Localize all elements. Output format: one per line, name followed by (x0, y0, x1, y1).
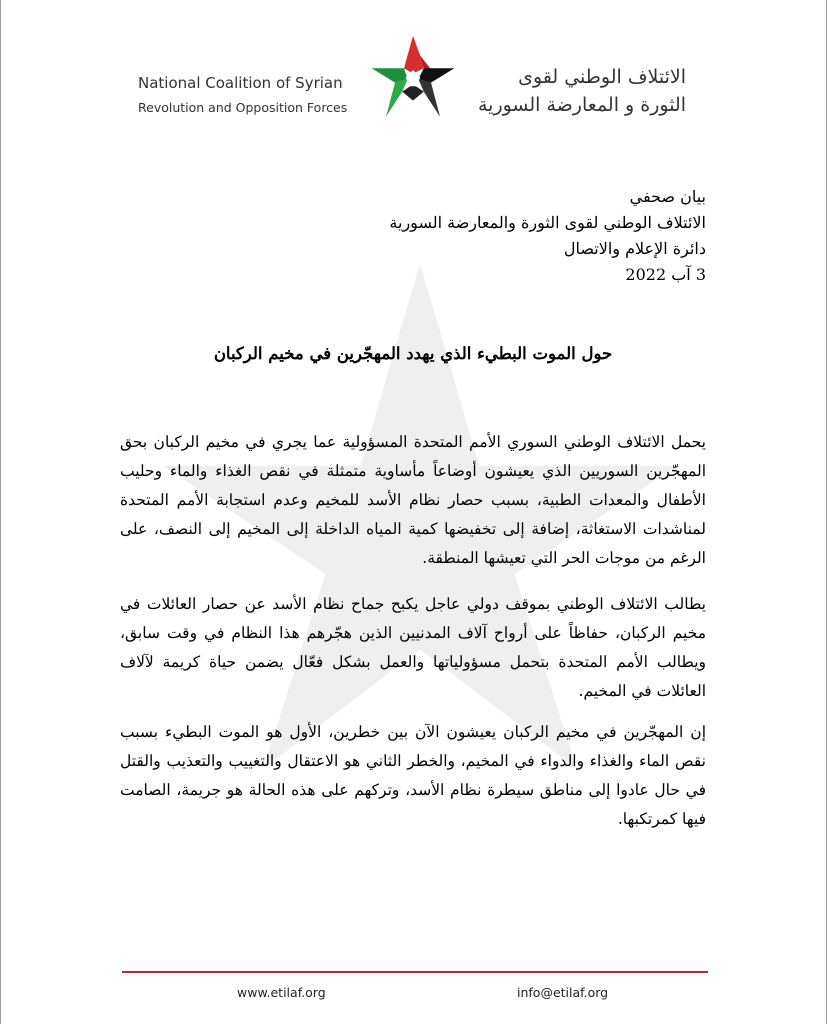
star-logo-icon (368, 34, 458, 124)
footer-email-link[interactable]: info@etilaf.org (517, 985, 609, 1000)
org-name-en-line1: National Coalition of Syrian (138, 74, 343, 92)
org-name-en-line2: Revolution and Opposition Forces (138, 100, 348, 115)
page-border-right (826, 0, 827, 1024)
paragraph-text: يحمل الائتلاف الوطني السوري الأمم المتحدة المسؤولية عما يجري في مخيم الركبان بحق المهجّرين السوريين الذي يعيشون أوضاعاً مأساوية متمثلة في نقص الغذاء والماء وحليب الأطفال والمعدات الطبية، بسبب حصار نظام الأسد للمخيم وعدم استجابة الأمم المتحدة لمناشدات الاستغاثة، إضافة إلى تخفيضها كمية المياه الداخلة إلى المخيم إلى النصف، على الرغم من موجات الحر التي تعيشها المنطقة. (120, 433, 706, 567)
org-name-ar-line1: الائتلاف الوطني لقوى (518, 66, 686, 88)
date: 3 آب 2022 (625, 265, 706, 284)
doc-type: بيان صحفي (629, 187, 706, 206)
issuer: الائتلاف الوطني لقوى الثورة والمعارضة السورية (389, 213, 706, 232)
letterhead (0, 0, 828, 140)
paragraph-1 (120, 428, 706, 573)
paragraph-3 (120, 718, 706, 834)
page-border-left (0, 0, 1, 1024)
footer-website-link[interactable]: www.etilaf.org (237, 985, 326, 1000)
paragraph-text: يطالب الائتلاف الوطني بموقف دولي عاجل يكبح جماح نظام الأسد عن حصار العائلات في مخيم الركبان، حفاظاً على أرواح آلاف المدنيين الذين هجّرهم هذا النظام في وقت سابق، ويطالب الأمم المتحدة بتحمل مسؤولياتها والعمل بشكل فعّال يضمن حياة كريمة لآلاف العائلات في المخيم. (120, 595, 706, 700)
paragraph-2 (120, 590, 706, 706)
department: دائرة الإعلام والاتصال (563, 239, 706, 258)
document-meta (389, 184, 706, 288)
footer-divider (122, 971, 708, 973)
org-name-ar-line2: الثورة و المعارضة السورية (477, 94, 686, 116)
document-title: حول الموت البطيء الذي يهدد المهجّرين في مخيم الركبان (213, 344, 613, 363)
paragraph-text: إن المهجّرين في مخيم الركبان يعيشون الآن بين خطرين، الأول هو الموت البطيء بسبب نقص الماء والغذاء والدواء في المخيم، والخطر الثاني هو الاعتقال والتغييب والتعذيب والقتل في حال عادوا إلى مناطق سيطرة نظام الأسد، وتركهم على هذه الحالة هو جريمة، الصامت فيها كمرتكبها. (120, 723, 706, 828)
